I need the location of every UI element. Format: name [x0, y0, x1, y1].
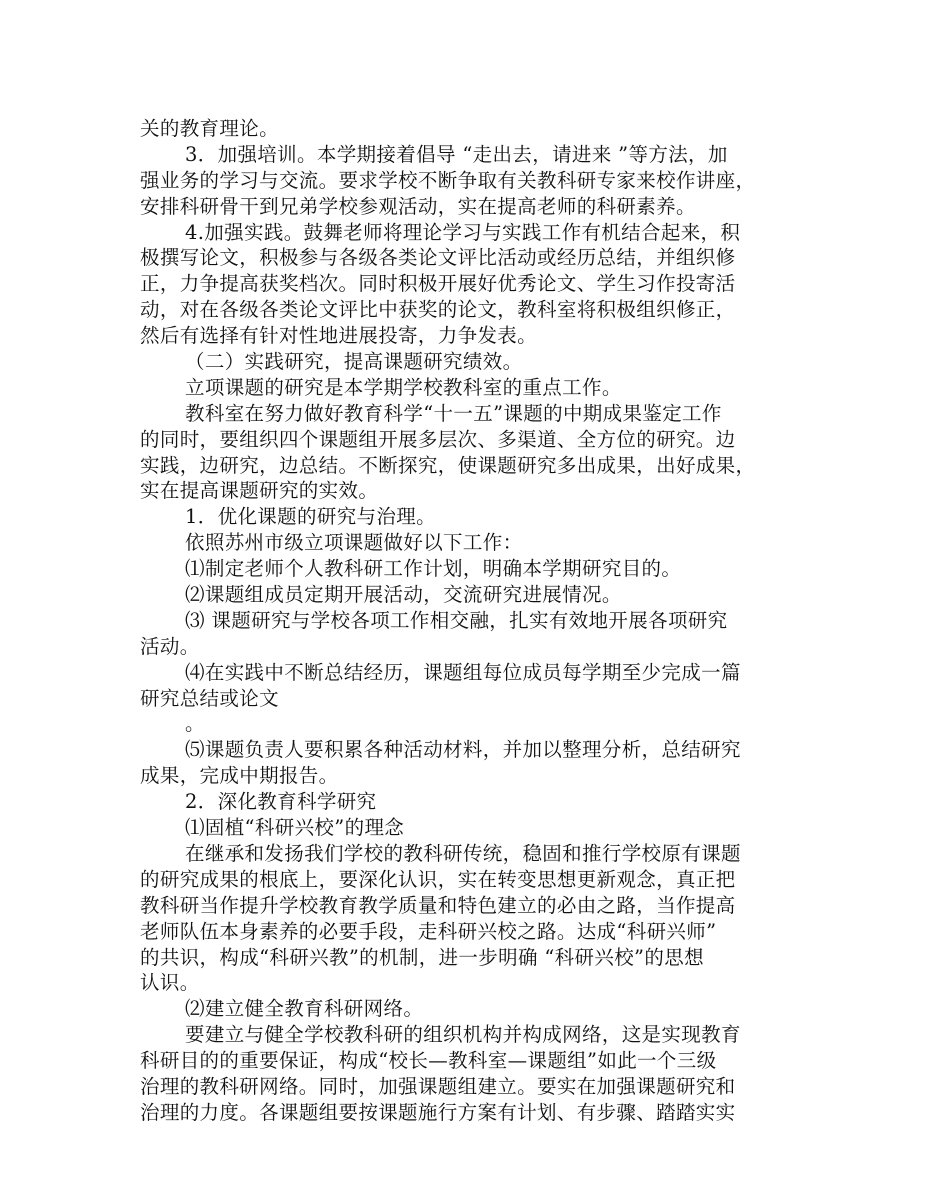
text-line: 4.加强实践。鼓舞老师将理论学习与实践工作有机结合起来，积 [185, 220, 741, 244]
text-line: 安排科研骨干到兄弟学校参观活动，实在提高老师的科研素养。 [140, 194, 696, 218]
text-line: 老师队伍本身素养的必要手段，走科研兴校之路。达成“科研兴师” [140, 919, 717, 943]
text-line: ⑴固植“科研兴校”的理念 [185, 816, 405, 840]
text-line: 教科研当作提升学校教育教学质量和特色建立的必由之路，当作提高 [140, 893, 736, 917]
text-line: 的同时，要组织四个课题组开展多层次、多渠道、全方位的研究。边 [140, 427, 736, 451]
text-line: 研究总结或论文 [140, 686, 279, 710]
text-line: 成果，完成中期报告。 [140, 764, 339, 788]
text-line: 动，对在各级各类论文评比中获奖的论文，教科室将积极组织修正， [140, 298, 736, 322]
text-line: 认识。 [140, 971, 200, 995]
text-line: 1．优化课题的研究与治理。 [185, 505, 436, 529]
text-line: 关的教育理论。 [140, 117, 279, 140]
text-line: 教科室在努力做好教育科学“十一五”课题的中期成果鉴定工作 [185, 401, 722, 425]
text-line: 实在提高课题研究的实效。 [140, 479, 379, 503]
text-line: 治理的力度。各课题组要按课题施行方案有计划、有步骤、踏踏实实 [140, 1100, 736, 1124]
text-line: 科研目的的重要保证，构成“校长—教科室—课题组”如此一个三级 [140, 1049, 717, 1073]
text-line: ⑸课题负责人要积累各种活动材料，并加以整理分析，总结研究 [185, 738, 741, 762]
text-line: 极撰写论文，积极参与各级各类论文评比活动或经历总结，并组织修 [140, 246, 736, 270]
text-line: 的共识，构成“科研兴教”的机制，进一步明确 “科研兴校”的思想 [140, 945, 704, 969]
text-line: 3．加强培训。本学期接着倡导 “走出去，请进来 ”等方法，加 [185, 142, 728, 166]
text-line: 然后有选择有针对性地进展投寄，力争发表。 [140, 324, 538, 348]
body-text [140, 116, 825, 1126]
text-line: 要建立与健全学校教科研的组织机构并构成网络，这是实现教育 [185, 1023, 741, 1047]
text-line: ⑶ 课题研究与学校各项工作相交融，扎实有效地开展各项研究 [185, 608, 728, 632]
text-line: 的研究成果的根底上，要深化认识，实在转变思想更新观念，真正把 [140, 867, 736, 891]
text-line: 在继承和发扬我们学校的教科研传统，稳固和推行学校原有课题 [185, 841, 741, 865]
text-line: ⑵课题组成员定期开展活动，交流研究进展情况。 [185, 583, 622, 607]
text-line: 强业务的学习与交流。要求学校不断争取有关教科研专家来校作讲座， [140, 168, 756, 192]
text-line: 立项课题的研究是本学期学校教科室的重点工作。 [185, 375, 622, 399]
text-line: ⑵建立健全教育科研网络。 [185, 997, 424, 1021]
text-line: （二）实践研究，提高课题研究绩效。 [185, 350, 523, 374]
text-line: ⑷在实践中不断总结经历，课题组每位成员每学期至少完成一篇 [185, 660, 741, 684]
text-line: ⑴制定老师个人教科研工作计划，明确本学期研究目的。 [185, 557, 682, 581]
text-line: 活动。 [140, 634, 200, 658]
text-line: 2．深化教育科学研究 [185, 790, 377, 814]
text-line: 依照苏州市级立项课题做好以下工作： [185, 531, 523, 555]
text-line: 正，力争提高获奖档次。同时积极开展好优秀论文、学生习作投寄活 [140, 272, 736, 296]
text-line: 治理的教科研网络。同时，加强课题组建立。要实在加强课题研究和 [140, 1074, 736, 1098]
text-line: 实践，边研究，边总结。不断探究，使课题研究多出成果，出好成果， [140, 453, 756, 477]
text-line: 。 [185, 712, 205, 736]
